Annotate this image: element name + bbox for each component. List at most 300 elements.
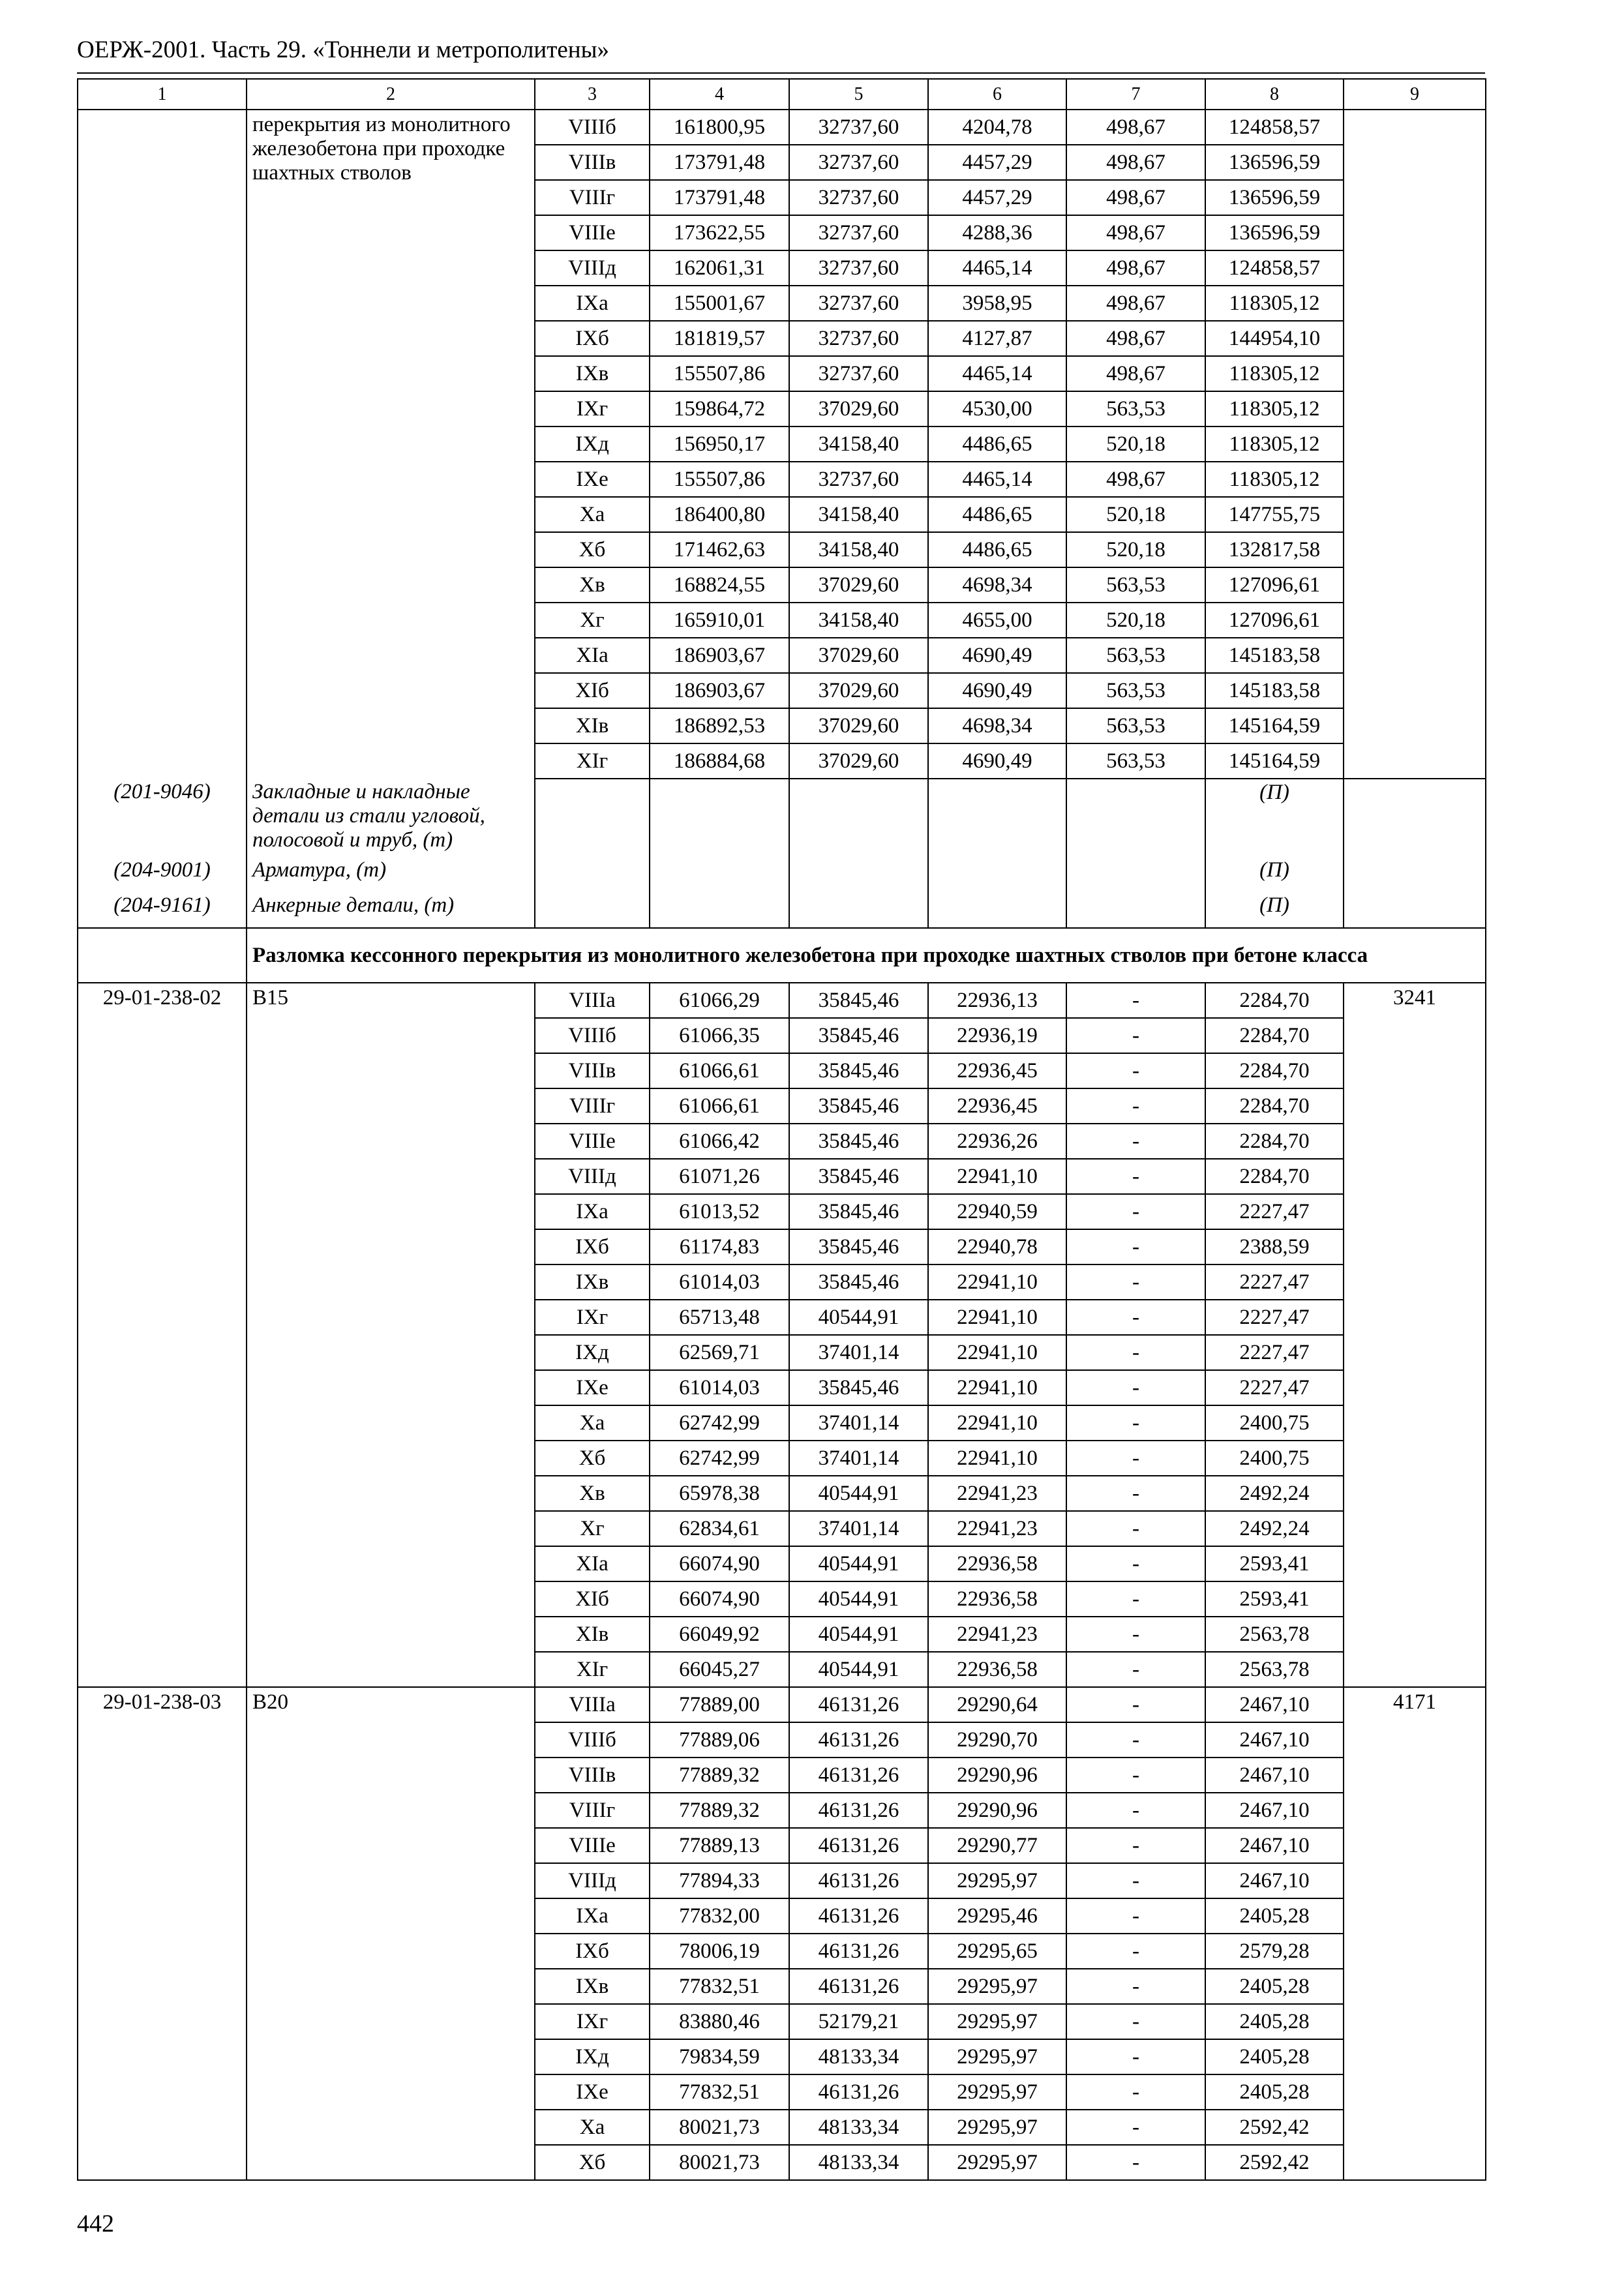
value-cell: Xв bbox=[535, 1476, 650, 1511]
value-cell: 32737,60 bbox=[789, 286, 928, 321]
value-cell: 2563,78 bbox=[1205, 1617, 1344, 1652]
value-cell: XIг bbox=[535, 1652, 650, 1687]
value-cell: - bbox=[1066, 2004, 1205, 2039]
value-cell: - bbox=[1066, 1546, 1205, 1581]
value-cell: 4655,00 bbox=[928, 603, 1066, 638]
value-cell: Xа bbox=[535, 2110, 650, 2145]
material-empty-cell bbox=[789, 779, 928, 928]
value-cell: IXг bbox=[535, 2004, 650, 2039]
value-cell: 77889,32 bbox=[650, 1793, 789, 1828]
value-cell: Xа bbox=[535, 497, 650, 532]
value-cell: 22936,45 bbox=[928, 1053, 1066, 1088]
value-cell: 61013,52 bbox=[650, 1194, 789, 1229]
value-cell: 29295,65 bbox=[928, 1934, 1066, 1969]
column-number: 6 bbox=[928, 79, 1066, 110]
value-cell: 2467,10 bbox=[1205, 1722, 1344, 1758]
col9-cell-empty bbox=[1344, 110, 1486, 779]
value-cell: VIIIг bbox=[535, 1793, 650, 1828]
value-cell: 29295,97 bbox=[928, 2074, 1066, 2110]
value-cell: 37029,60 bbox=[789, 638, 928, 673]
value-cell: 2592,42 bbox=[1205, 2110, 1344, 2145]
value-cell: 2227,47 bbox=[1205, 1370, 1344, 1405]
value-cell: 173622,55 bbox=[650, 215, 789, 250]
value-cell: 186903,67 bbox=[650, 673, 789, 708]
value-cell: 46131,26 bbox=[789, 1758, 928, 1793]
value-cell: 83880,46 bbox=[650, 2004, 789, 2039]
value-cell: 61066,42 bbox=[650, 1124, 789, 1159]
value-cell: 498,67 bbox=[1066, 180, 1205, 215]
value-cell: 32737,60 bbox=[789, 110, 928, 145]
value-cell: 22941,23 bbox=[928, 1617, 1066, 1652]
value-cell: 37401,14 bbox=[789, 1405, 928, 1441]
value-cell: 147755,75 bbox=[1205, 497, 1344, 532]
value-cell: 32737,60 bbox=[789, 145, 928, 180]
value-cell: 61014,03 bbox=[650, 1264, 789, 1300]
value-cell: 77889,13 bbox=[650, 1828, 789, 1863]
value-cell: 32737,60 bbox=[789, 356, 928, 391]
value-cell: 4465,14 bbox=[928, 462, 1066, 497]
value-cell: 2405,28 bbox=[1205, 2074, 1344, 2110]
value-cell: 62569,71 bbox=[650, 1335, 789, 1370]
value-cell: 2467,10 bbox=[1205, 1793, 1344, 1828]
value-cell: 37029,60 bbox=[789, 673, 928, 708]
column-number: 1 bbox=[78, 79, 247, 110]
value-cell: 4698,34 bbox=[928, 567, 1066, 603]
value-cell: 46131,26 bbox=[789, 1687, 928, 1722]
value-cell: 520,18 bbox=[1066, 497, 1205, 532]
value-cell: VIIIб bbox=[535, 1018, 650, 1053]
value-cell: 29290,77 bbox=[928, 1828, 1066, 1863]
value-cell: 4204,78 bbox=[928, 110, 1066, 145]
value-cell: 29295,97 bbox=[928, 2039, 1066, 2074]
value-cell: 80021,73 bbox=[650, 2145, 789, 2180]
value-cell: 22936,26 bbox=[928, 1124, 1066, 1159]
value-cell: 173791,48 bbox=[650, 180, 789, 215]
value-cell: 4486,65 bbox=[928, 497, 1066, 532]
value-cell: 498,67 bbox=[1066, 321, 1205, 356]
value-cell: - bbox=[1066, 1863, 1205, 1898]
value-cell: 40544,91 bbox=[789, 1300, 928, 1335]
value-cell: - bbox=[1066, 1617, 1205, 1652]
value-cell: 32737,60 bbox=[789, 215, 928, 250]
value-cell: 4465,14 bbox=[928, 250, 1066, 286]
value-cell: - bbox=[1066, 1124, 1205, 1159]
material-empty-cell bbox=[1066, 779, 1205, 928]
value-cell: 52179,21 bbox=[789, 2004, 928, 2039]
value-cell: 61071,26 bbox=[650, 1159, 789, 1194]
value-cell: 2284,70 bbox=[1205, 1053, 1344, 1088]
value-cell: VIIIе bbox=[535, 1124, 650, 1159]
value-cell: 4698,34 bbox=[928, 708, 1066, 743]
value-cell: 2492,24 bbox=[1205, 1476, 1344, 1511]
value-cell: 4465,14 bbox=[928, 356, 1066, 391]
value-cell: Xб bbox=[535, 1441, 650, 1476]
value-cell: VIIIв bbox=[535, 1053, 650, 1088]
value-cell: - bbox=[1066, 1511, 1205, 1546]
value-cell: 35845,46 bbox=[789, 1159, 928, 1194]
value-cell: 62742,99 bbox=[650, 1405, 789, 1441]
value-cell: 32737,60 bbox=[789, 462, 928, 497]
value-cell: - bbox=[1066, 1405, 1205, 1441]
material-empty-cell bbox=[535, 779, 650, 928]
section-code-empty bbox=[78, 928, 247, 983]
value-cell: 2284,70 bbox=[1205, 983, 1344, 1018]
value-cell: VIIIд bbox=[535, 250, 650, 286]
value-cell: 159864,72 bbox=[650, 391, 789, 426]
value-cell: 2467,10 bbox=[1205, 1687, 1344, 1722]
value-cell: - bbox=[1066, 1264, 1205, 1300]
value-cell: 61014,03 bbox=[650, 1370, 789, 1405]
value-cell: 46131,26 bbox=[789, 2074, 928, 2110]
value-cell: - bbox=[1066, 1053, 1205, 1088]
value-cell: 22941,23 bbox=[928, 1476, 1066, 1511]
col9-value: 4171 bbox=[1344, 1687, 1486, 2180]
value-cell: 29290,70 bbox=[928, 1722, 1066, 1758]
value-cell: 61066,61 bbox=[650, 1088, 789, 1124]
value-cell: 136596,59 bbox=[1205, 215, 1344, 250]
value-cell: 37401,14 bbox=[789, 1511, 928, 1546]
value-cell: 37029,60 bbox=[789, 743, 928, 779]
value-cell: 48133,34 bbox=[789, 2145, 928, 2180]
value-cell: 66074,90 bbox=[650, 1546, 789, 1581]
value-cell: XIг bbox=[535, 743, 650, 779]
value-cell: 22936,58 bbox=[928, 1546, 1066, 1581]
value-cell: 186400,80 bbox=[650, 497, 789, 532]
value-cell: 498,67 bbox=[1066, 215, 1205, 250]
material-code: (201-9046) bbox=[78, 779, 247, 857]
value-cell: 22941,10 bbox=[928, 1370, 1066, 1405]
value-cell: 2405,28 bbox=[1205, 1969, 1344, 2004]
value-cell: 34158,40 bbox=[789, 426, 928, 462]
value-cell: 77894,33 bbox=[650, 1863, 789, 1898]
value-cell: 77832,51 bbox=[650, 2074, 789, 2110]
value-cell: 22936,58 bbox=[928, 1581, 1066, 1617]
value-cell: 78006,19 bbox=[650, 1934, 789, 1969]
value-cell: 2405,28 bbox=[1205, 2004, 1344, 2039]
value-cell: 22941,10 bbox=[928, 1264, 1066, 1300]
value-cell: 124858,57 bbox=[1205, 250, 1344, 286]
value-cell: 46131,26 bbox=[789, 1969, 928, 2004]
value-cell: 46131,26 bbox=[789, 1898, 928, 1934]
value-cell: 498,67 bbox=[1066, 462, 1205, 497]
code-cell-empty bbox=[78, 110, 247, 779]
value-cell: XIа bbox=[535, 638, 650, 673]
column-number: 2 bbox=[247, 79, 535, 110]
value-cell: 77832,51 bbox=[650, 1969, 789, 2004]
value-cell: 65978,38 bbox=[650, 1476, 789, 1511]
material-name: Арматура, (т) bbox=[247, 857, 535, 892]
material-code: (204-9001) bbox=[78, 857, 247, 892]
value-cell: 136596,59 bbox=[1205, 145, 1344, 180]
value-cell: 35845,46 bbox=[789, 983, 928, 1018]
material-name: Анкерные детали, (т) bbox=[247, 892, 535, 928]
value-cell: 77889,00 bbox=[650, 1687, 789, 1722]
value-cell: 62834,61 bbox=[650, 1511, 789, 1546]
value-cell: 66045,27 bbox=[650, 1652, 789, 1687]
value-cell: 520,18 bbox=[1066, 426, 1205, 462]
value-cell: 520,18 bbox=[1066, 532, 1205, 567]
value-cell: 124858,57 bbox=[1205, 110, 1344, 145]
value-cell: 35845,46 bbox=[789, 1229, 928, 1264]
value-cell: 66074,90 bbox=[650, 1581, 789, 1617]
value-cell: - bbox=[1066, 1581, 1205, 1617]
value-cell: VIIIа bbox=[535, 1687, 650, 1722]
value-cell: 161800,95 bbox=[650, 110, 789, 145]
value-cell: IXд bbox=[535, 426, 650, 462]
value-cell: - bbox=[1066, 1476, 1205, 1511]
value-cell: 2405,28 bbox=[1205, 1898, 1344, 1934]
value-cell: 61066,29 bbox=[650, 983, 789, 1018]
value-cell: 4690,49 bbox=[928, 638, 1066, 673]
value-cell: 66049,92 bbox=[650, 1617, 789, 1652]
value-cell: VIIIг bbox=[535, 1088, 650, 1124]
value-cell: VIIIа bbox=[535, 983, 650, 1018]
value-cell: 37029,60 bbox=[789, 708, 928, 743]
value-cell: 2467,10 bbox=[1205, 1863, 1344, 1898]
value-cell: 29295,97 bbox=[928, 2145, 1066, 2180]
value-cell: 4486,65 bbox=[928, 532, 1066, 567]
value-cell: 46131,26 bbox=[789, 1793, 928, 1828]
value-cell: - bbox=[1066, 1335, 1205, 1370]
value-cell: IXд bbox=[535, 2039, 650, 2074]
value-cell: 127096,61 bbox=[1205, 603, 1344, 638]
value-cell: 22941,23 bbox=[928, 1511, 1066, 1546]
value-cell: 162061,31 bbox=[650, 250, 789, 286]
value-cell: IXе bbox=[535, 1370, 650, 1405]
value-cell: VIIIд bbox=[535, 1159, 650, 1194]
section-row bbox=[78, 928, 1486, 983]
value-cell: 2284,70 bbox=[1205, 1018, 1344, 1053]
value-cell: 22941,10 bbox=[928, 1300, 1066, 1335]
value-cell: Xв bbox=[535, 567, 650, 603]
value-cell: 186892,53 bbox=[650, 708, 789, 743]
value-cell: 118305,12 bbox=[1205, 426, 1344, 462]
value-cell: 40544,91 bbox=[789, 1546, 928, 1581]
value-cell: Xб bbox=[535, 2145, 650, 2180]
value-cell: 22941,10 bbox=[928, 1441, 1066, 1476]
value-cell: 155507,86 bbox=[650, 356, 789, 391]
value-cell: IXв bbox=[535, 356, 650, 391]
value-cell: XIв bbox=[535, 708, 650, 743]
page-number: 442 bbox=[77, 2210, 114, 2237]
value-cell: 34158,40 bbox=[789, 497, 928, 532]
value-cell: XIа bbox=[535, 1546, 650, 1581]
value-cell: 145164,59 bbox=[1205, 743, 1344, 779]
value-cell: 2227,47 bbox=[1205, 1300, 1344, 1335]
value-cell: 61066,61 bbox=[650, 1053, 789, 1088]
value-cell: IXа bbox=[535, 286, 650, 321]
value-cell: XIв bbox=[535, 1617, 650, 1652]
value-cell: 35845,46 bbox=[789, 1018, 928, 1053]
value-cell: 118305,12 bbox=[1205, 286, 1344, 321]
value-cell: 181819,57 bbox=[650, 321, 789, 356]
value-cell: 61066,35 bbox=[650, 1018, 789, 1053]
value-cell: 2284,70 bbox=[1205, 1159, 1344, 1194]
value-cell: 4127,87 bbox=[928, 321, 1066, 356]
value-cell: - bbox=[1066, 1018, 1205, 1053]
value-cell: 48133,34 bbox=[789, 2110, 928, 2145]
value-cell: 22936,45 bbox=[928, 1088, 1066, 1124]
table-row bbox=[78, 983, 1486, 1018]
value-cell: 171462,63 bbox=[650, 532, 789, 567]
value-cell: XIб bbox=[535, 673, 650, 708]
value-cell: 22940,78 bbox=[928, 1229, 1066, 1264]
value-cell: - bbox=[1066, 1229, 1205, 1264]
column-number: 5 bbox=[789, 79, 928, 110]
value-cell: - bbox=[1066, 1969, 1205, 2004]
value-cell: 498,67 bbox=[1066, 286, 1205, 321]
page-header: ОЕРЖ-2001. Часть 29. «Тоннели и метрополитены» bbox=[77, 37, 609, 63]
value-cell: 2284,70 bbox=[1205, 1088, 1344, 1124]
value-cell: 2388,59 bbox=[1205, 1229, 1344, 1264]
value-cell: - bbox=[1066, 1758, 1205, 1793]
value-cell: 35845,46 bbox=[789, 1264, 928, 1300]
value-cell: VIIIе bbox=[535, 215, 650, 250]
material-note: (П) bbox=[1205, 857, 1344, 892]
value-cell: 22940,59 bbox=[928, 1194, 1066, 1229]
value-cell: IXа bbox=[535, 1194, 650, 1229]
value-cell: 35845,46 bbox=[789, 1194, 928, 1229]
value-cell: - bbox=[1066, 2145, 1205, 2180]
column-number: 7 bbox=[1066, 79, 1205, 110]
value-cell: 2467,10 bbox=[1205, 1828, 1344, 1863]
value-cell: 165910,01 bbox=[650, 603, 789, 638]
value-cell: Xг bbox=[535, 603, 650, 638]
value-cell: 2400,75 bbox=[1205, 1405, 1344, 1441]
value-cell: 118305,12 bbox=[1205, 391, 1344, 426]
price-table bbox=[77, 78, 1486, 2181]
value-cell: 29290,96 bbox=[928, 1793, 1066, 1828]
rate-code: 29-01-238-03 bbox=[78, 1687, 247, 2180]
value-cell: 498,67 bbox=[1066, 110, 1205, 145]
value-cell: 29295,97 bbox=[928, 2110, 1066, 2145]
value-cell: VIIIд bbox=[535, 1863, 650, 1898]
table-row bbox=[78, 110, 1486, 145]
value-cell: 4486,65 bbox=[928, 426, 1066, 462]
material-name: Закладные и накладные детали из стали угловой, полосовой и труб, (т) bbox=[247, 779, 535, 857]
col9-value: 3241 bbox=[1344, 983, 1486, 1687]
value-cell: XIб bbox=[535, 1581, 650, 1617]
value-cell: 29295,97 bbox=[928, 1969, 1066, 2004]
value-cell: 168824,55 bbox=[650, 567, 789, 603]
value-cell: 46131,26 bbox=[789, 1863, 928, 1898]
value-cell: 2467,10 bbox=[1205, 1758, 1344, 1793]
value-cell: 2492,24 bbox=[1205, 1511, 1344, 1546]
value-cell: IXе bbox=[535, 462, 650, 497]
value-cell: 46131,26 bbox=[789, 1934, 928, 1969]
value-cell: 4690,49 bbox=[928, 673, 1066, 708]
value-cell: IXд bbox=[535, 1335, 650, 1370]
value-cell: - bbox=[1066, 2039, 1205, 2074]
value-cell: 34158,40 bbox=[789, 532, 928, 567]
value-cell: 498,67 bbox=[1066, 356, 1205, 391]
value-cell: 48133,34 bbox=[789, 2039, 928, 2074]
value-cell: 40544,91 bbox=[789, 1617, 928, 1652]
value-cell: 155001,67 bbox=[650, 286, 789, 321]
value-cell: 2563,78 bbox=[1205, 1652, 1344, 1687]
value-cell: 77832,00 bbox=[650, 1898, 789, 1934]
value-cell: 127096,61 bbox=[1205, 567, 1344, 603]
material-code: (204-9161) bbox=[78, 892, 247, 928]
value-cell: 563,53 bbox=[1066, 708, 1205, 743]
value-cell: 563,53 bbox=[1066, 743, 1205, 779]
column-number: 9 bbox=[1344, 79, 1486, 110]
material-empty-cell bbox=[928, 779, 1066, 928]
value-cell: 498,67 bbox=[1066, 250, 1205, 286]
value-cell: VIIIб bbox=[535, 110, 650, 145]
value-cell: 145164,59 bbox=[1205, 708, 1344, 743]
value-cell: 173791,48 bbox=[650, 145, 789, 180]
material-note: (П) bbox=[1205, 779, 1344, 857]
value-cell: 156950,17 bbox=[650, 426, 789, 462]
value-cell: 65713,48 bbox=[650, 1300, 789, 1335]
value-cell: VIIIе bbox=[535, 1828, 650, 1863]
value-cell: - bbox=[1066, 1370, 1205, 1405]
value-cell: IXб bbox=[535, 1934, 650, 1969]
value-cell: 4690,49 bbox=[928, 743, 1066, 779]
value-cell: 4530,00 bbox=[928, 391, 1066, 426]
value-cell: 22941,10 bbox=[928, 1405, 1066, 1441]
material-empty-cell bbox=[1344, 779, 1486, 928]
value-cell: - bbox=[1066, 1898, 1205, 1934]
column-number: 4 bbox=[650, 79, 789, 110]
value-cell: 2579,28 bbox=[1205, 1934, 1344, 1969]
column-number: 3 bbox=[535, 79, 650, 110]
value-cell: - bbox=[1066, 1652, 1205, 1687]
value-cell: - bbox=[1066, 1194, 1205, 1229]
value-cell: 2592,42 bbox=[1205, 2145, 1344, 2180]
rate-code: 29-01-238-02 bbox=[78, 983, 247, 1687]
value-cell: 32737,60 bbox=[789, 250, 928, 286]
material-row bbox=[78, 779, 1486, 857]
value-cell: 2227,47 bbox=[1205, 1194, 1344, 1229]
value-cell: 40544,91 bbox=[789, 1476, 928, 1511]
column-number-row bbox=[78, 79, 1486, 110]
value-cell: 2284,70 bbox=[1205, 1124, 1344, 1159]
value-cell: 32737,60 bbox=[789, 321, 928, 356]
value-cell: IXг bbox=[535, 1300, 650, 1335]
value-cell: Xб bbox=[535, 532, 650, 567]
value-cell: 29295,46 bbox=[928, 1898, 1066, 1934]
value-cell: IXв bbox=[535, 1264, 650, 1300]
value-cell: 118305,12 bbox=[1205, 356, 1344, 391]
material-empty-cell bbox=[650, 779, 789, 928]
value-cell: 498,67 bbox=[1066, 145, 1205, 180]
value-cell: 145183,58 bbox=[1205, 638, 1344, 673]
value-cell: 80021,73 bbox=[650, 2110, 789, 2145]
value-cell: 186903,67 bbox=[650, 638, 789, 673]
value-cell: - bbox=[1066, 2074, 1205, 2110]
value-cell: 118305,12 bbox=[1205, 462, 1344, 497]
column-number: 8 bbox=[1205, 79, 1344, 110]
value-cell: - bbox=[1066, 1159, 1205, 1194]
value-cell: 520,18 bbox=[1066, 603, 1205, 638]
value-cell: 144954,10 bbox=[1205, 321, 1344, 356]
value-cell: 61174,83 bbox=[650, 1229, 789, 1264]
value-cell: IXв bbox=[535, 1969, 650, 2004]
value-cell: 29295,97 bbox=[928, 2004, 1066, 2039]
value-cell: 40544,91 bbox=[789, 1581, 928, 1617]
concrete-class: B20 bbox=[247, 1687, 535, 2180]
value-cell: 563,53 bbox=[1066, 673, 1205, 708]
value-cell: 37029,60 bbox=[789, 567, 928, 603]
value-cell: 22936,19 bbox=[928, 1018, 1066, 1053]
value-cell: 37401,14 bbox=[789, 1441, 928, 1476]
value-cell: 46131,26 bbox=[789, 1722, 928, 1758]
value-cell: 4457,29 bbox=[928, 180, 1066, 215]
value-cell: 35845,46 bbox=[789, 1124, 928, 1159]
value-cell: 563,53 bbox=[1066, 567, 1205, 603]
